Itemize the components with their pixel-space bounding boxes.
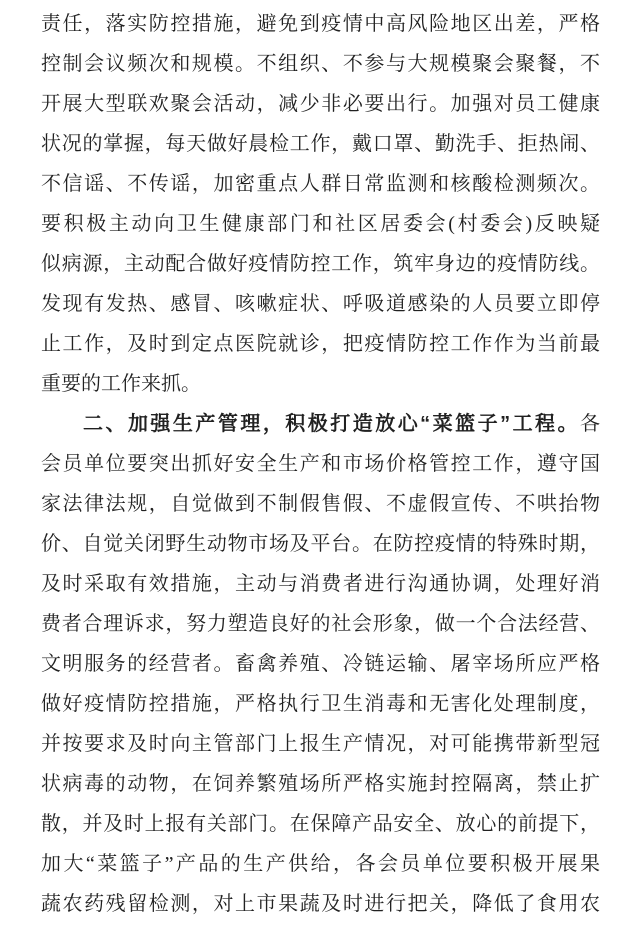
- line-text: 责任，落实防控措施，避免到疫情中高风险地区出差，严格: [41, 13, 600, 35]
- text-line: [41, 484, 600, 524]
- line-text: 并按要求及时向主管部门上报生产情况，对可能携带新型冠: [41, 733, 600, 755]
- text-line: [41, 4, 600, 44]
- line-text: 会员单位要突出抓好安全生产和市场价格管控工作，遵守国: [41, 453, 600, 475]
- line-text: 开展大型联欢聚会活动，减少非必要出行。加强对员工健康: [41, 93, 600, 115]
- text-line: [41, 724, 600, 764]
- text-line: [41, 604, 600, 644]
- text-line: [41, 44, 600, 84]
- text-line: [41, 84, 600, 124]
- text-line: [41, 844, 600, 884]
- document-text: [41, 4, 600, 924]
- line-text: 各: [580, 413, 600, 435]
- line-text: 家法律法规，自觉做到不制假售假、不虚假宣传、不哄抬物: [41, 493, 600, 515]
- text-line: [41, 804, 600, 844]
- line-text: 价、自觉关闭野生动物市场及平台。在防控疫情的特殊时期，: [41, 533, 600, 555]
- line-text: 不信谣、不传谣，加密重点人群日常监测和核酸检测频次。: [41, 173, 600, 195]
- line-text: 文明服务的经营者。畜禽养殖、冷链运输、屠宰场所应严格: [41, 653, 600, 675]
- line-text: 加大“菜篮子”产品的生产供给，各会员单位要积极开展果: [41, 853, 600, 875]
- line-text: 状病毒的动物，在饲养繁殖场所严格实施封控隔离，禁止扩: [41, 773, 600, 795]
- text-line: [41, 244, 600, 284]
- text-line: [41, 644, 600, 684]
- line-text: 状况的掌握，每天做好晨检工作，戴口罩、勤洗手、拒热闹、: [41, 133, 600, 155]
- line-text: 散，并及时上报有关部门。在保障产品安全、放心的前提下，: [41, 813, 600, 835]
- line-text: 做好疫情防控措施，严格执行卫生消毒和无害化处理制度，: [41, 693, 600, 715]
- line-text: 控制会议频次和规模。不组织、不参与大规模聚会聚餐，不: [41, 53, 600, 75]
- text-line: [41, 564, 600, 604]
- line-text: 止工作，及时到定点医院就诊，把疫情防控工作作为当前最: [41, 333, 600, 355]
- text-line: [41, 444, 600, 484]
- line-text: 似病源，主动配合做好疫情防控工作，筑牢身边的疫情防线。: [41, 253, 600, 275]
- line-text: 及时采取有效措施，主动与消费者进行沟通协调，处理好消: [41, 573, 600, 595]
- paragraph1-last-line: [41, 364, 600, 404]
- line-text: 蔬农药残留检测，对上市果蔬及时进行把关，降低了食用农: [41, 893, 600, 915]
- line-text: 要积极主动向卫生健康部门和社区居委会(村委会)反映疑: [41, 213, 600, 235]
- text-line: [41, 164, 600, 204]
- text-line: [41, 684, 600, 724]
- text-line: [41, 884, 600, 924]
- text-line: [41, 324, 600, 364]
- text-line: [41, 764, 600, 804]
- section-heading: 二、加强生产管理，积极打造放心“菜篮子”工程。: [83, 413, 580, 435]
- line-text: 重要的工作来抓。: [41, 373, 201, 395]
- text-line: [41, 124, 600, 164]
- text-line: [41, 284, 600, 324]
- text-line: [41, 524, 600, 564]
- line-text: 发现有发热、感冒、咳嗽症状、呼吸道感染的人员要立即停: [41, 293, 600, 315]
- text-line: [41, 204, 600, 244]
- line-text: 费者合理诉求，努力塑造良好的社会形象，做一个合法经营、: [41, 613, 600, 635]
- paragraph2-first-line: [41, 404, 600, 444]
